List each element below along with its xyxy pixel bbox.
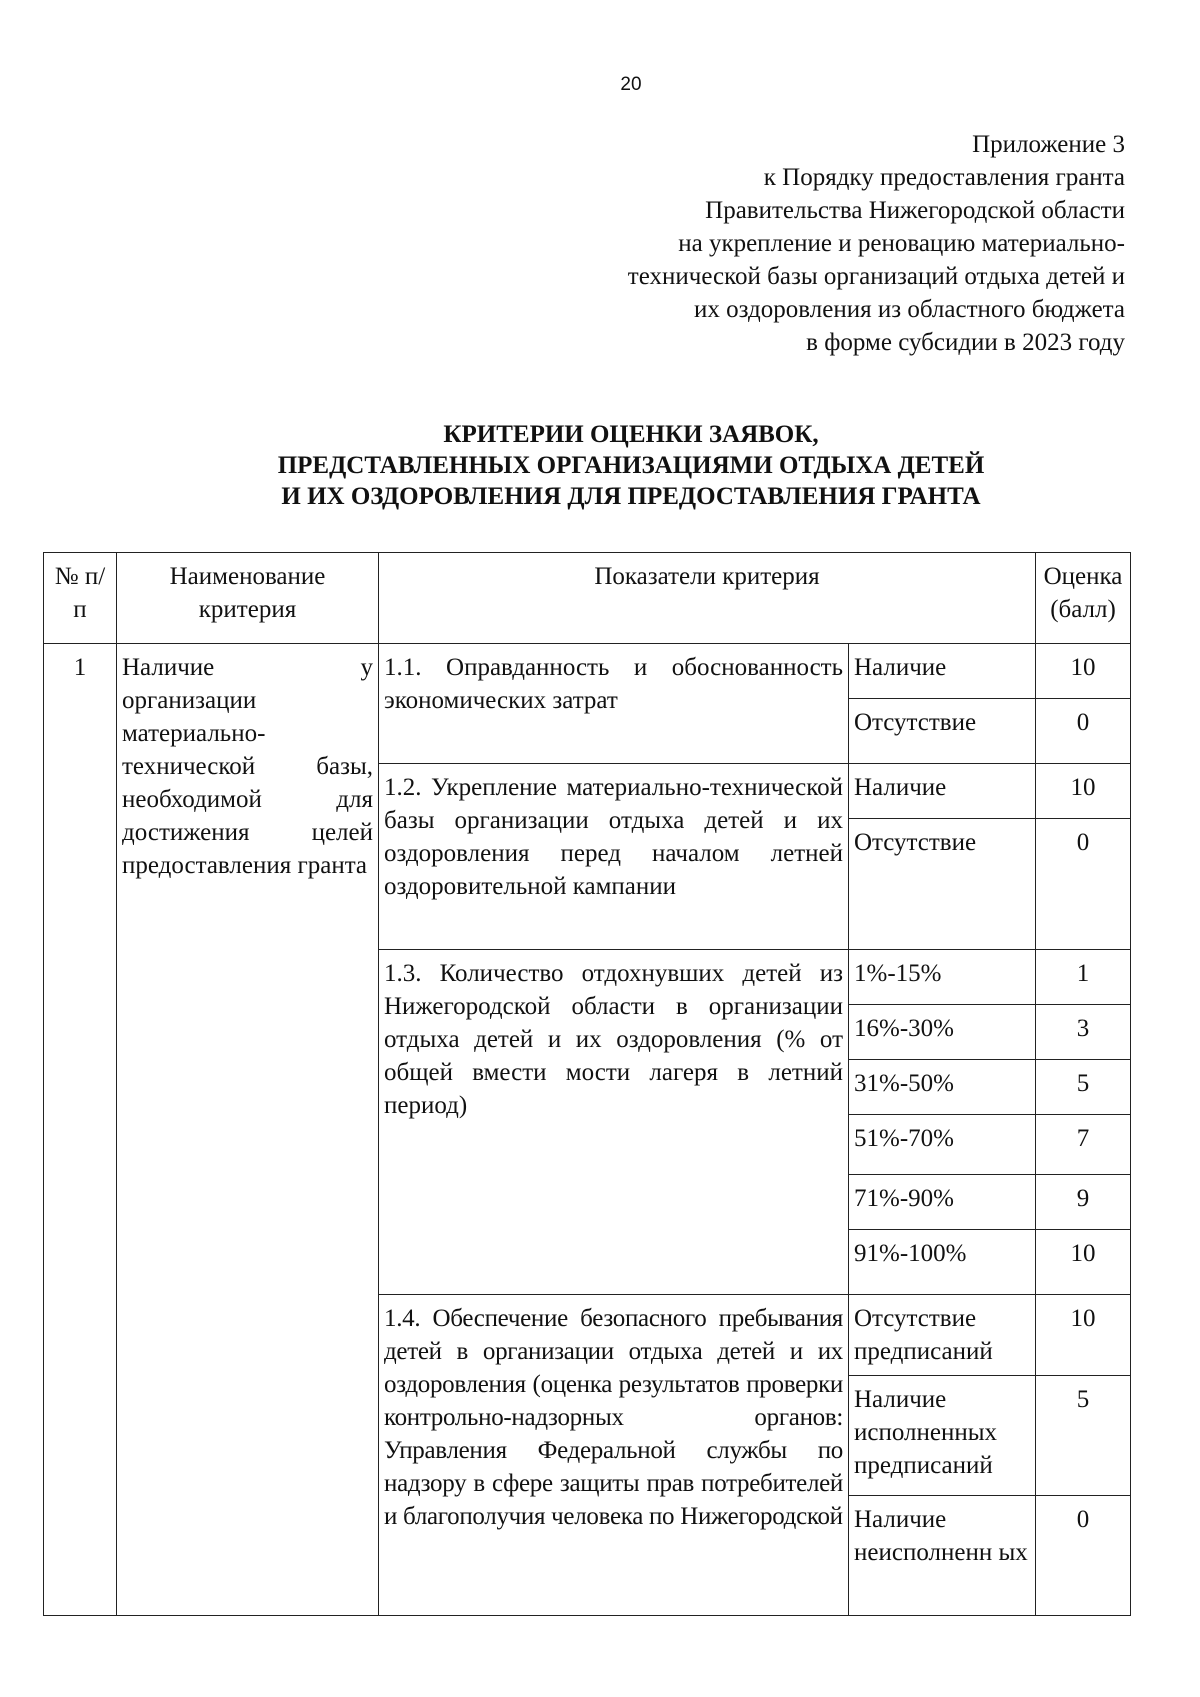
option-label: 16%-30% (849, 1005, 1036, 1060)
indicator-text: 1.2. Укрепление материально-технической базы организации отдыха детей и их оздоровления перед началом летней оздоровительной кампании (379, 764, 849, 950)
appendix-line: их оздоровления из областного бюджета (694, 296, 1125, 323)
criterion-name (117, 644, 379, 1616)
header-indicators: Показатели критерия (379, 553, 1036, 644)
option-score: 10 (1036, 764, 1131, 819)
option-label: Наличие исполненных предписаний (849, 1376, 1036, 1496)
option-score: 10 (1036, 1295, 1131, 1376)
table-header-row (44, 553, 1131, 644)
option-label: Наличие неисполненн ых (849, 1496, 1036, 1616)
option-label: 51%-70% (849, 1115, 1036, 1175)
option-label: Наличие (849, 764, 1036, 819)
option-score: 7 (1036, 1115, 1131, 1175)
option-score: 5 (1036, 1060, 1131, 1115)
criterion-name-first-word-end: у (360, 654, 373, 681)
title-line: КРИТЕРИИ ОЦЕНКИ ЗАЯВОК, (443, 421, 819, 448)
criteria-table (43, 552, 1131, 1616)
option-score: 10 (1036, 1230, 1131, 1295)
appendix-line: в форме субсидии в 2023 году (806, 329, 1125, 356)
appendix-line: Приложение 3 (972, 131, 1125, 158)
header-num: № п/п (44, 553, 117, 644)
criterion-number: 1 (44, 644, 117, 1616)
option-label: Отсутствие (849, 699, 1036, 764)
option-score: 10 (1036, 644, 1131, 699)
option-score: 1 (1036, 950, 1131, 1005)
document-title (0, 419, 1200, 512)
criterion-name-first-line (122, 651, 373, 684)
option-label: 71%-90% (849, 1175, 1036, 1230)
indicator-text: 1.1. Оправданность и обоснованность экономических затрат (379, 644, 849, 764)
option-score: 3 (1036, 1005, 1131, 1060)
option-label: Отсутствие (849, 819, 1036, 950)
option-label: 1%-15% (849, 950, 1036, 1005)
appendix-line: на укрепление и реновацию материально- (678, 230, 1125, 257)
criterion-name-rest: организации материально-технической базы, необходимой для достижения целей предоставления гранта (122, 687, 373, 879)
table-row (44, 644, 1131, 699)
appendix-line: Правительства Нижегородской области (705, 197, 1125, 224)
appendix-line: технической базы организаций отдыха детей и (627, 263, 1125, 290)
appendix-header (505, 128, 1125, 359)
option-label: Отсутствие предписаний (849, 1295, 1036, 1376)
page-number: 20 (620, 74, 642, 95)
option-score: 0 (1036, 819, 1131, 950)
appendix-line: к Порядку предоставления гранта (763, 164, 1125, 191)
title-line: ПРЕДСТАВЛЕННЫХ ОРГАНИЗАЦИЯМИ ОТДЫХА ДЕТЕЙ (277, 452, 985, 479)
option-score: 5 (1036, 1376, 1131, 1496)
option-label: Наличие (849, 644, 1036, 699)
header-name: Наименование критерия (117, 553, 379, 644)
option-score: 0 (1036, 699, 1131, 764)
option-score: 0 (1036, 1496, 1131, 1616)
criterion-name-first-word: Наличие (122, 654, 215, 681)
header-score: Оценка (балл) (1036, 553, 1131, 644)
indicator-text: 1.3. Количество отдохнувших детей из Нижегородской области в организации отдыха детей и их оздоровления (% от общей вмести мости лагеря в летний период) (379, 950, 849, 1295)
option-label: 91%-100% (849, 1230, 1036, 1295)
title-line: И ИХ ОЗДОРОВЛЕНИЯ ДЛЯ ПРЕДОСТАВЛЕНИЯ ГРАНТА (281, 483, 981, 510)
indicator-text: 1.4. Обеспечение безопасного пребывания детей в организации отдыха детей и их оздоровления (оценка результатов проверки контрольно-надзорных органов: Управления Федеральной службы по надзору в сфере защиты прав потребителей и благополучия человека по Нижегородской (379, 1295, 849, 1616)
option-score: 9 (1036, 1175, 1131, 1230)
option-label: 31%-50% (849, 1060, 1036, 1115)
